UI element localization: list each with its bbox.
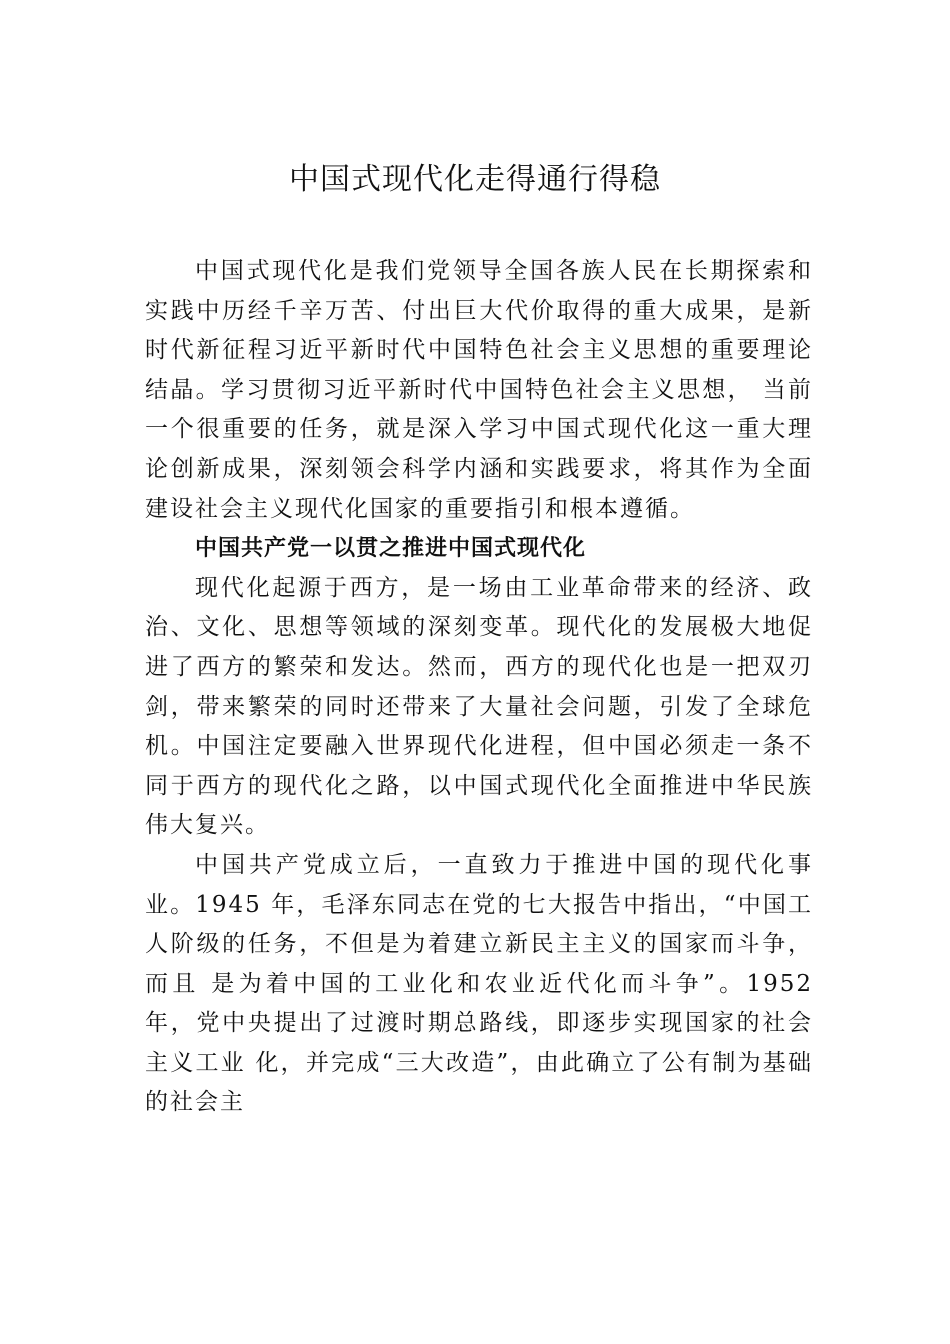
paragraph-western-modernization: 现代化起源于西方，是一场由工业革命带来的经济、政治、文化、思想等领域的深刻变革。现代化的发展极大地促进了西方的繁荣和发达。然而，西方的现代化也是一把双刃剑，带来繁荣的同时还带来了大量社会问题，引发了全球危机。中国注定要融入世界现代化进程，但中国必须走一条不同于西方的现代化之路，以中国式现代化全面推进中华民族伟大复兴。: [145, 574, 813, 839]
paragraph-party-history: 中国共产党成立后，一直致力于推进中国的现代化事业。1945 年，毛泽东同志在党的七大报告中指出，“中国工人阶级的任务，不但是为着建立新民主主义的国家而斗争，而且 是为着中国的工业化和农业近代化而斗争”。1952 年，党中央提出了过渡时期总路线，即逐步实现国家的社会主义工业 化，并完成“三大改造”，由此确立了公有制为基础的社会主: [145, 851, 813, 1116]
section-heading: 中国共产党一以贯之推进中国式现代化: [195, 536, 587, 562]
document-body: [145, 252, 813, 1123]
document-title: 中国式现代化走得通行得稳: [289, 162, 661, 197]
paragraph-intro: 中国式现代化是我们党领导全国各族人民在长期探索和实践中历经千辛万苦、付出巨大代价取得的重大成果，是新时代新征程习近平新时代中国特色社会主义思想的重要理论结晶。学习贯彻习近平新时代中国特色社会主义思想， 当前一个很重要的任务，就是深入学习中国式现代化这一重大理论创新成果，深刻领会科学内涵和实践要求，将其作为全面建设社会主义现代化国家的重要指引和根本遵循。: [145, 258, 813, 522]
